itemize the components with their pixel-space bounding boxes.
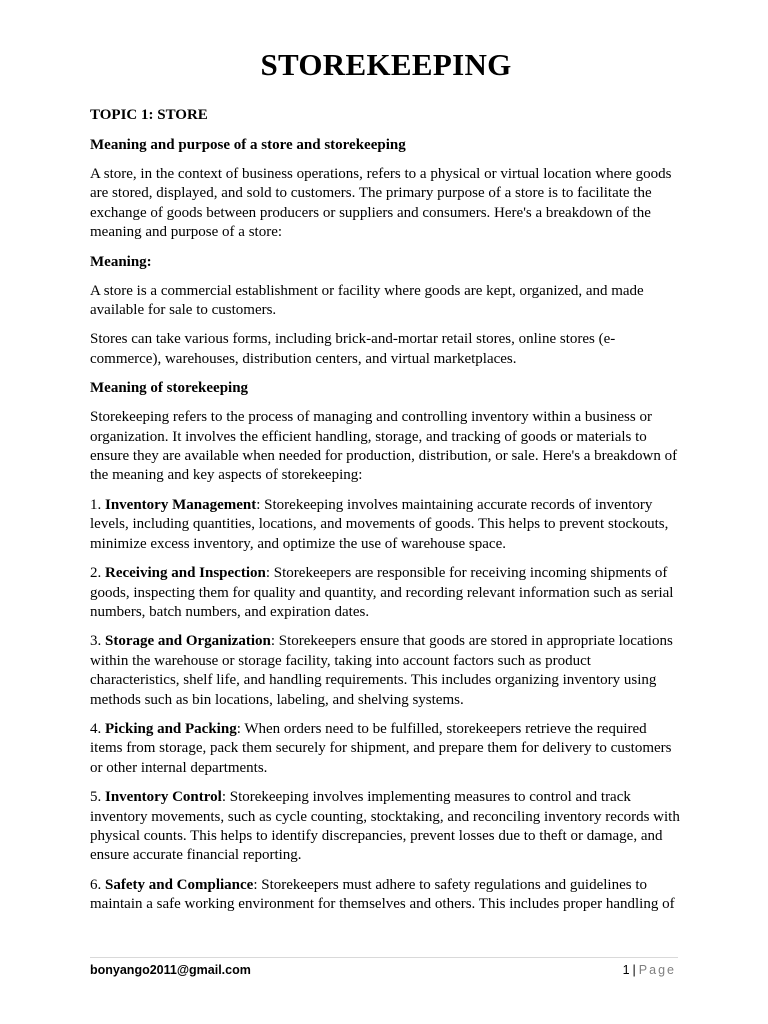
list-item-text: : Storekeeping involves maintaining accurate records of inventory levels, including quantities, locations, and movements of goods. This helps to prevent stockouts, minimize excess inventory, and optimize the use of warehouse space. [90, 496, 669, 552]
topic-heading: TOPIC 1: STORE [90, 107, 208, 123]
page-footer [90, 957, 678, 977]
list-item-number: 6. [90, 876, 105, 893]
section-heading-meaning: Meaning: [90, 253, 152, 270]
list-item [90, 876, 682, 915]
list-item-term: Storage and Organization [105, 633, 271, 650]
list-item [90, 632, 682, 710]
list-item-term: Inventory Management [105, 496, 257, 513]
document-body [90, 46, 682, 925]
list-item-number: 4. [90, 720, 105, 737]
page-label: Page [638, 963, 676, 977]
page-number: 1 [622, 963, 630, 977]
intro-paragraph: A store, in the context of business operations, refers to a physical or virtual location where goods are stored, displayed, and sold to customers. The primary purpose of a store is to facilitate the exchange of goods between producers or suppliers and consumers. Here's a breakdown of the meaning and purpose of a store: [90, 166, 672, 241]
list-item [90, 564, 682, 622]
list-item-term: Receiving and Inspection [105, 565, 266, 582]
storekeeping-intro-paragraph: Storekeeping refers to the process of managing and controlling inventory within a business or organization. It involves the efficient handling, storage, and tracking of goods or materials to ensure they are available when needed for production, distribution, or sale. Here's a breakdown of the meaning and key aspects of storekeeping: [90, 409, 678, 484]
meaning-paragraph-1: A store is a commercial establishment or facility where goods are kept, organized, and made available for sale to customers. [90, 282, 644, 319]
list-item-term: Picking and Packing [105, 720, 237, 737]
list-item-text: : Storekeepers are responsible for receiving incoming shipments of goods, inspecting them for quality and quantity, and recording relevant information such as serial numbers, batch numbers, and expiration dates. [90, 565, 674, 620]
list-item-number: 1. [90, 496, 105, 513]
footer-page-indicator [623, 962, 676, 978]
list-item-term: Inventory Control [105, 789, 222, 806]
list-item-number: 3. [90, 633, 105, 650]
list-item-text: : When orders need to be fulfilled, storekeepers retrieve the required items from storage, pack them securely for shipment, and prepare them for delivery to customers or other internal departments. [90, 720, 672, 776]
page-separator: | [632, 963, 636, 977]
list-item [90, 496, 682, 554]
list-item-term: Safety and Compliance [105, 876, 254, 893]
page-title: STOREKEEPING [260, 47, 512, 82]
section-heading-purpose: Meaning and purpose of a store and storekeeping [90, 137, 406, 153]
list-item-number: 2. [90, 565, 105, 582]
footer-email: bonyango2011@gmail.com [90, 963, 251, 977]
list-item-number: 5. [90, 789, 105, 806]
section-heading-storekeeping: Meaning of storekeeping [90, 380, 249, 397]
list-item [90, 788, 682, 866]
list-item-text: : Storekeepers must adhere to safety regulations and guidelines to maintain a safe working environment for themselves and others. This includes proper handling of [90, 876, 675, 913]
list-item-text: : Storekeeping involves implementing measures to control and track inventory movements, such as cycle counting, stocktaking, and reconciling inventory records with physical counts. This helps to identify discrepancies, prevent losses due to theft or damage, and ensure accurate financial reporting. [90, 789, 680, 864]
list-item [90, 720, 682, 778]
meaning-paragraph-2: Stores can take various forms, including brick-and-mortar retail stores, online stores (e-commerce), warehouses, distribution centers, and virtual marketplaces. [90, 331, 616, 367]
list-item-text: : Storekeepers ensure that goods are stored in appropriate locations within the warehouse or storage facility, taking into account factors such as product characteristics, shelf life, and handling requirements. This includes organizing inventory using methods such as bin locations, labeling, and shelving systems. [90, 633, 673, 708]
